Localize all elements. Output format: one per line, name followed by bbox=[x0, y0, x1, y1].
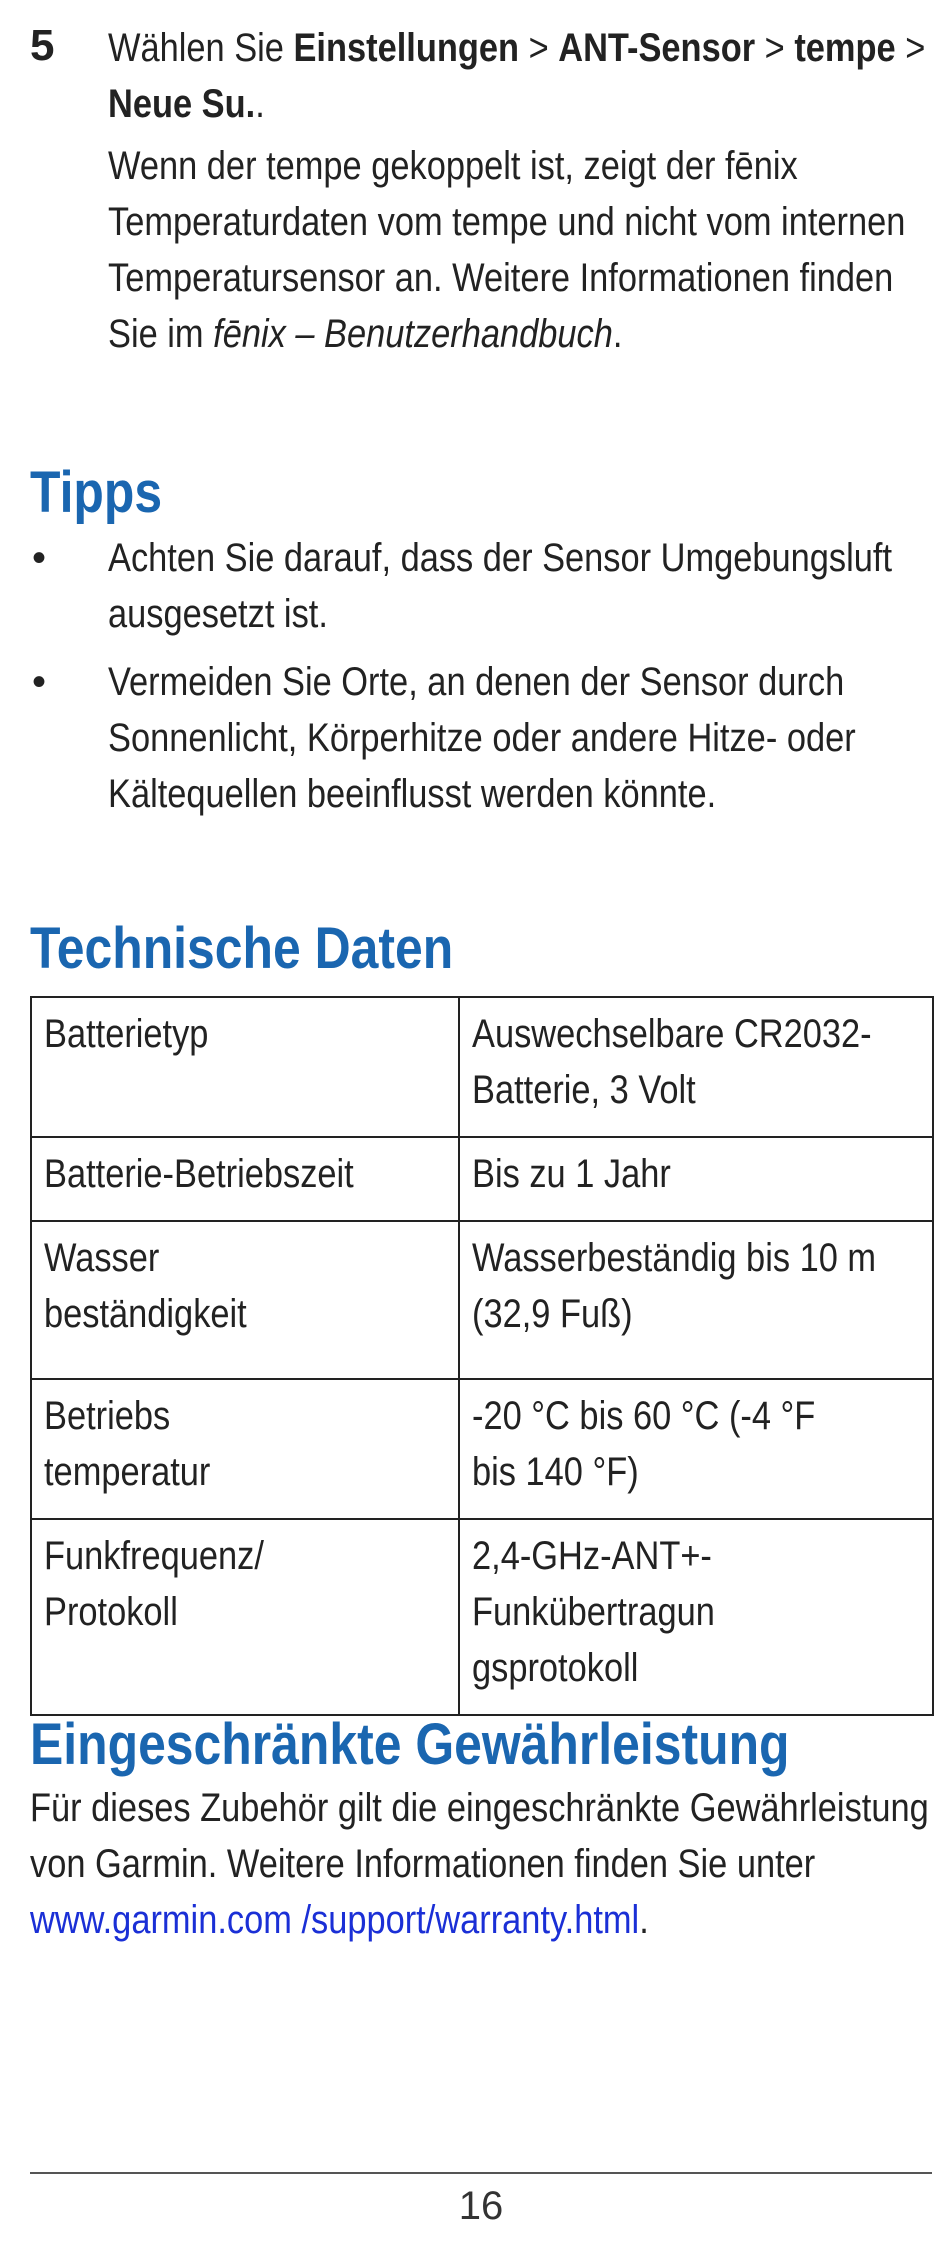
tips-list bbox=[30, 530, 932, 834]
spec-value-text: Wasserbeständig bis 10 m (32,9 Fuß) bbox=[472, 1236, 877, 1336]
spec-value-text: -20 °C bis 60 °C (-4 °F bis 140 °F) bbox=[472, 1394, 816, 1494]
step-block bbox=[108, 20, 932, 362]
spec-label bbox=[31, 1221, 459, 1379]
menu-einstellungen: Einstellungen bbox=[293, 26, 520, 70]
tip-text: Achten Sie darauf, dass der Sensor Umgebungsluft ausgesetzt ist. bbox=[108, 536, 893, 636]
spec-value bbox=[459, 997, 933, 1137]
spec-value bbox=[459, 1519, 933, 1715]
menu-ant-sensor: ANT-Sensor bbox=[558, 26, 756, 70]
note-text: Wenn der tempe gekoppelt ist, zeigt der fēnix Temperaturdaten vom tempe und nicht vom internen Temperatursensor an. Weitere Informationen finden Sie im bbox=[108, 144, 906, 356]
list-item bbox=[30, 530, 932, 642]
warranty-paragraph bbox=[30, 1780, 932, 1948]
spec-value-text: Auswechselbare CR2032-Batterie, 3 Volt bbox=[472, 1012, 872, 1112]
menu-tempe: tempe bbox=[794, 26, 896, 70]
table-row bbox=[31, 997, 933, 1137]
warranty-heading: Eingeschränkte Gewährleistung bbox=[30, 1712, 790, 1777]
table-row bbox=[31, 1137, 933, 1221]
spec-label-text: Funkfrequenz/ Protokoll bbox=[44, 1534, 264, 1634]
tips-heading: Tipps bbox=[30, 460, 163, 525]
warranty-end: . bbox=[639, 1898, 649, 1942]
tip-text: Vermeiden Sie Orte, an denen der Sensor durch Sonnenlicht, Körperhitze oder andere Hitze- oder Kältequellen beeinflusst werden könnte. bbox=[108, 660, 856, 816]
separator: > bbox=[519, 26, 559, 70]
spec-label-text: Betriebs temperatur bbox=[44, 1394, 211, 1494]
footer-divider bbox=[30, 2172, 932, 2174]
warranty-text bbox=[30, 1780, 930, 1948]
instruction-suffix: . bbox=[255, 82, 265, 126]
spec-label bbox=[31, 1379, 459, 1519]
spec-value-text: Bis zu 1 Jahr bbox=[472, 1152, 671, 1196]
manual-reference: fēnix – Benutzerhandbuch bbox=[213, 312, 613, 356]
spec-label bbox=[31, 1519, 459, 1715]
spec-label bbox=[31, 1137, 459, 1221]
specs-table bbox=[30, 996, 934, 1716]
specs-heading: Technische Daten bbox=[30, 916, 454, 981]
page-number: 16 bbox=[458, 2184, 504, 2228]
spec-value bbox=[459, 1137, 933, 1221]
table-row bbox=[31, 1221, 933, 1379]
list-item bbox=[30, 654, 932, 822]
bullet-icon: • bbox=[32, 660, 47, 704]
note-end: . bbox=[612, 312, 623, 356]
spec-label-text: Batterietyp bbox=[44, 1012, 209, 1056]
instruction-prefix: Wählen Sie bbox=[108, 26, 294, 70]
spec-label-text: Wasser beständigkeit bbox=[44, 1236, 247, 1336]
bullet-icon: • bbox=[32, 536, 47, 580]
table-row bbox=[31, 1379, 933, 1519]
step-number: 5 bbox=[30, 21, 55, 70]
step-instruction bbox=[108, 20, 930, 132]
spec-value-text: 2,4-GHz-ANT+-Funkübertragun gsprotokoll bbox=[472, 1534, 715, 1690]
separator: > bbox=[895, 26, 926, 70]
warranty-body: Für dieses Zubehör gilt die eingeschränkte Gewährleistung von Garmin. Weitere Informationen finden Sie unter bbox=[30, 1786, 929, 1886]
step-note bbox=[108, 138, 930, 362]
spec-label bbox=[31, 997, 459, 1137]
warranty-link[interactable]: www.garmin.com /support/warranty.html bbox=[30, 1898, 640, 1942]
table-row bbox=[31, 1519, 933, 1715]
spec-value bbox=[459, 1221, 933, 1379]
separator: > bbox=[755, 26, 795, 70]
spec-label-text: Batterie-Betriebszeit bbox=[44, 1152, 354, 1196]
spec-value bbox=[459, 1379, 933, 1519]
menu-neue-suche: Neue Su. bbox=[108, 82, 256, 126]
